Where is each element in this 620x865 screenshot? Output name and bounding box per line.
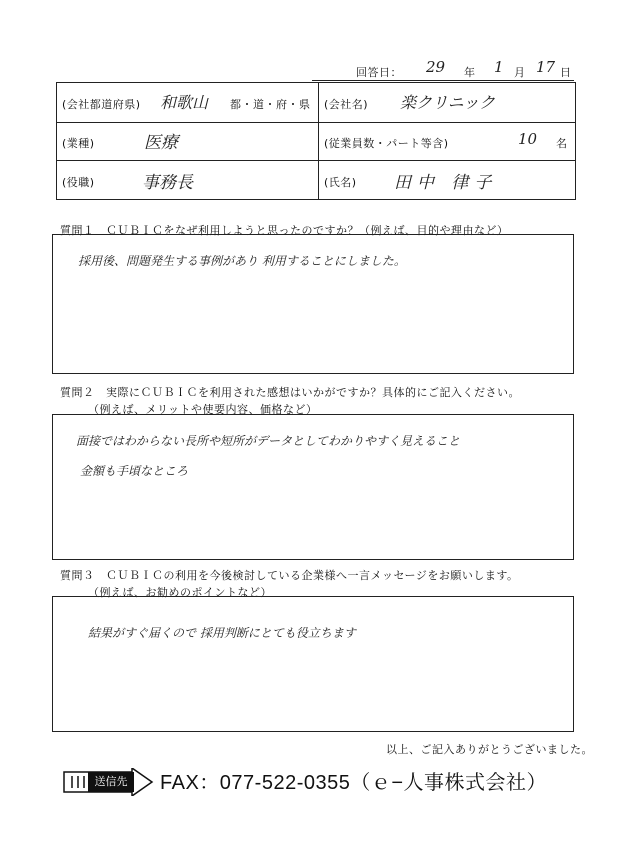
employees-label: (従業員数・パート等含) bbox=[324, 137, 449, 150]
fax-destination-label: 送信先 bbox=[88, 772, 134, 792]
company-label: (会社名) bbox=[324, 98, 369, 111]
prefecture-value: 和歌山 bbox=[160, 93, 209, 112]
closing-text: 以上、ご記入ありがとうございました。 bbox=[386, 743, 593, 756]
question-3-answer-line: 結果がすぐ届くので 採用判断にとても役立ちます bbox=[88, 626, 356, 640]
industry-value: 医療 bbox=[144, 133, 178, 153]
answer-date-label: 回答日： bbox=[356, 66, 402, 79]
question-2-answer-line: 面接ではわからない長所や短所がデータとしてわかりやすく見えること bbox=[76, 434, 461, 448]
month-unit: 月 bbox=[514, 66, 526, 79]
year-unit: 年 bbox=[464, 66, 476, 79]
question-2-title: 質問２ 実際にＣＵＢＩＣを利用された感想はいかがですか？具体的にご記入ください。 bbox=[60, 386, 520, 399]
name-label: (氏名) bbox=[324, 176, 357, 189]
question-2-subtitle: （例えば、メリットや使要内容、価格など） bbox=[88, 403, 318, 416]
position-label: (役職) bbox=[62, 176, 95, 189]
question-1-title: 質問１ ＣＵＢＩＣをなぜ利用しようと思ったのですか？（例えば、目的や理由など） bbox=[60, 224, 509, 237]
question-1-answer-line: 採用後、問題発生する事例があり 利用することにしました。 bbox=[78, 254, 406, 268]
position-value: 事務長 bbox=[142, 173, 193, 193]
info-table-col-divider bbox=[318, 82, 319, 200]
prefecture-suffix: 都・道・府・県 bbox=[230, 98, 311, 111]
answer-year: 29 bbox=[426, 58, 446, 76]
fax-number-text: FAX：077-522-0355（ｅ−人事株式会社） bbox=[160, 772, 548, 794]
prefecture-label: (会社都道府県) bbox=[62, 98, 141, 111]
employees-value: 10 bbox=[518, 130, 538, 148]
question-3-answer-box bbox=[52, 596, 574, 732]
answer-day: 17 bbox=[536, 58, 556, 76]
day-unit: 日 bbox=[560, 66, 572, 79]
date-underline bbox=[312, 80, 574, 81]
industry-label: (業種) bbox=[62, 137, 95, 150]
question-3-subtitle: （例えば、お勧めのポイントなど） bbox=[88, 586, 272, 599]
question-3-title: 質問３ ＣＵＢＩＣの利用を今後検討している企業様へ一言メッセージをお願いします。 bbox=[60, 569, 519, 582]
info-table-row-divider bbox=[56, 122, 576, 123]
employees-unit: 名 bbox=[556, 137, 568, 150]
answer-month: 1 bbox=[494, 58, 504, 76]
info-table-row-divider bbox=[56, 160, 576, 161]
question-2-answer-line: 金額も手頃なところ bbox=[80, 464, 189, 478]
company-value: 楽クリニック bbox=[400, 93, 496, 112]
name-value: 田中 律子 bbox=[394, 173, 498, 193]
